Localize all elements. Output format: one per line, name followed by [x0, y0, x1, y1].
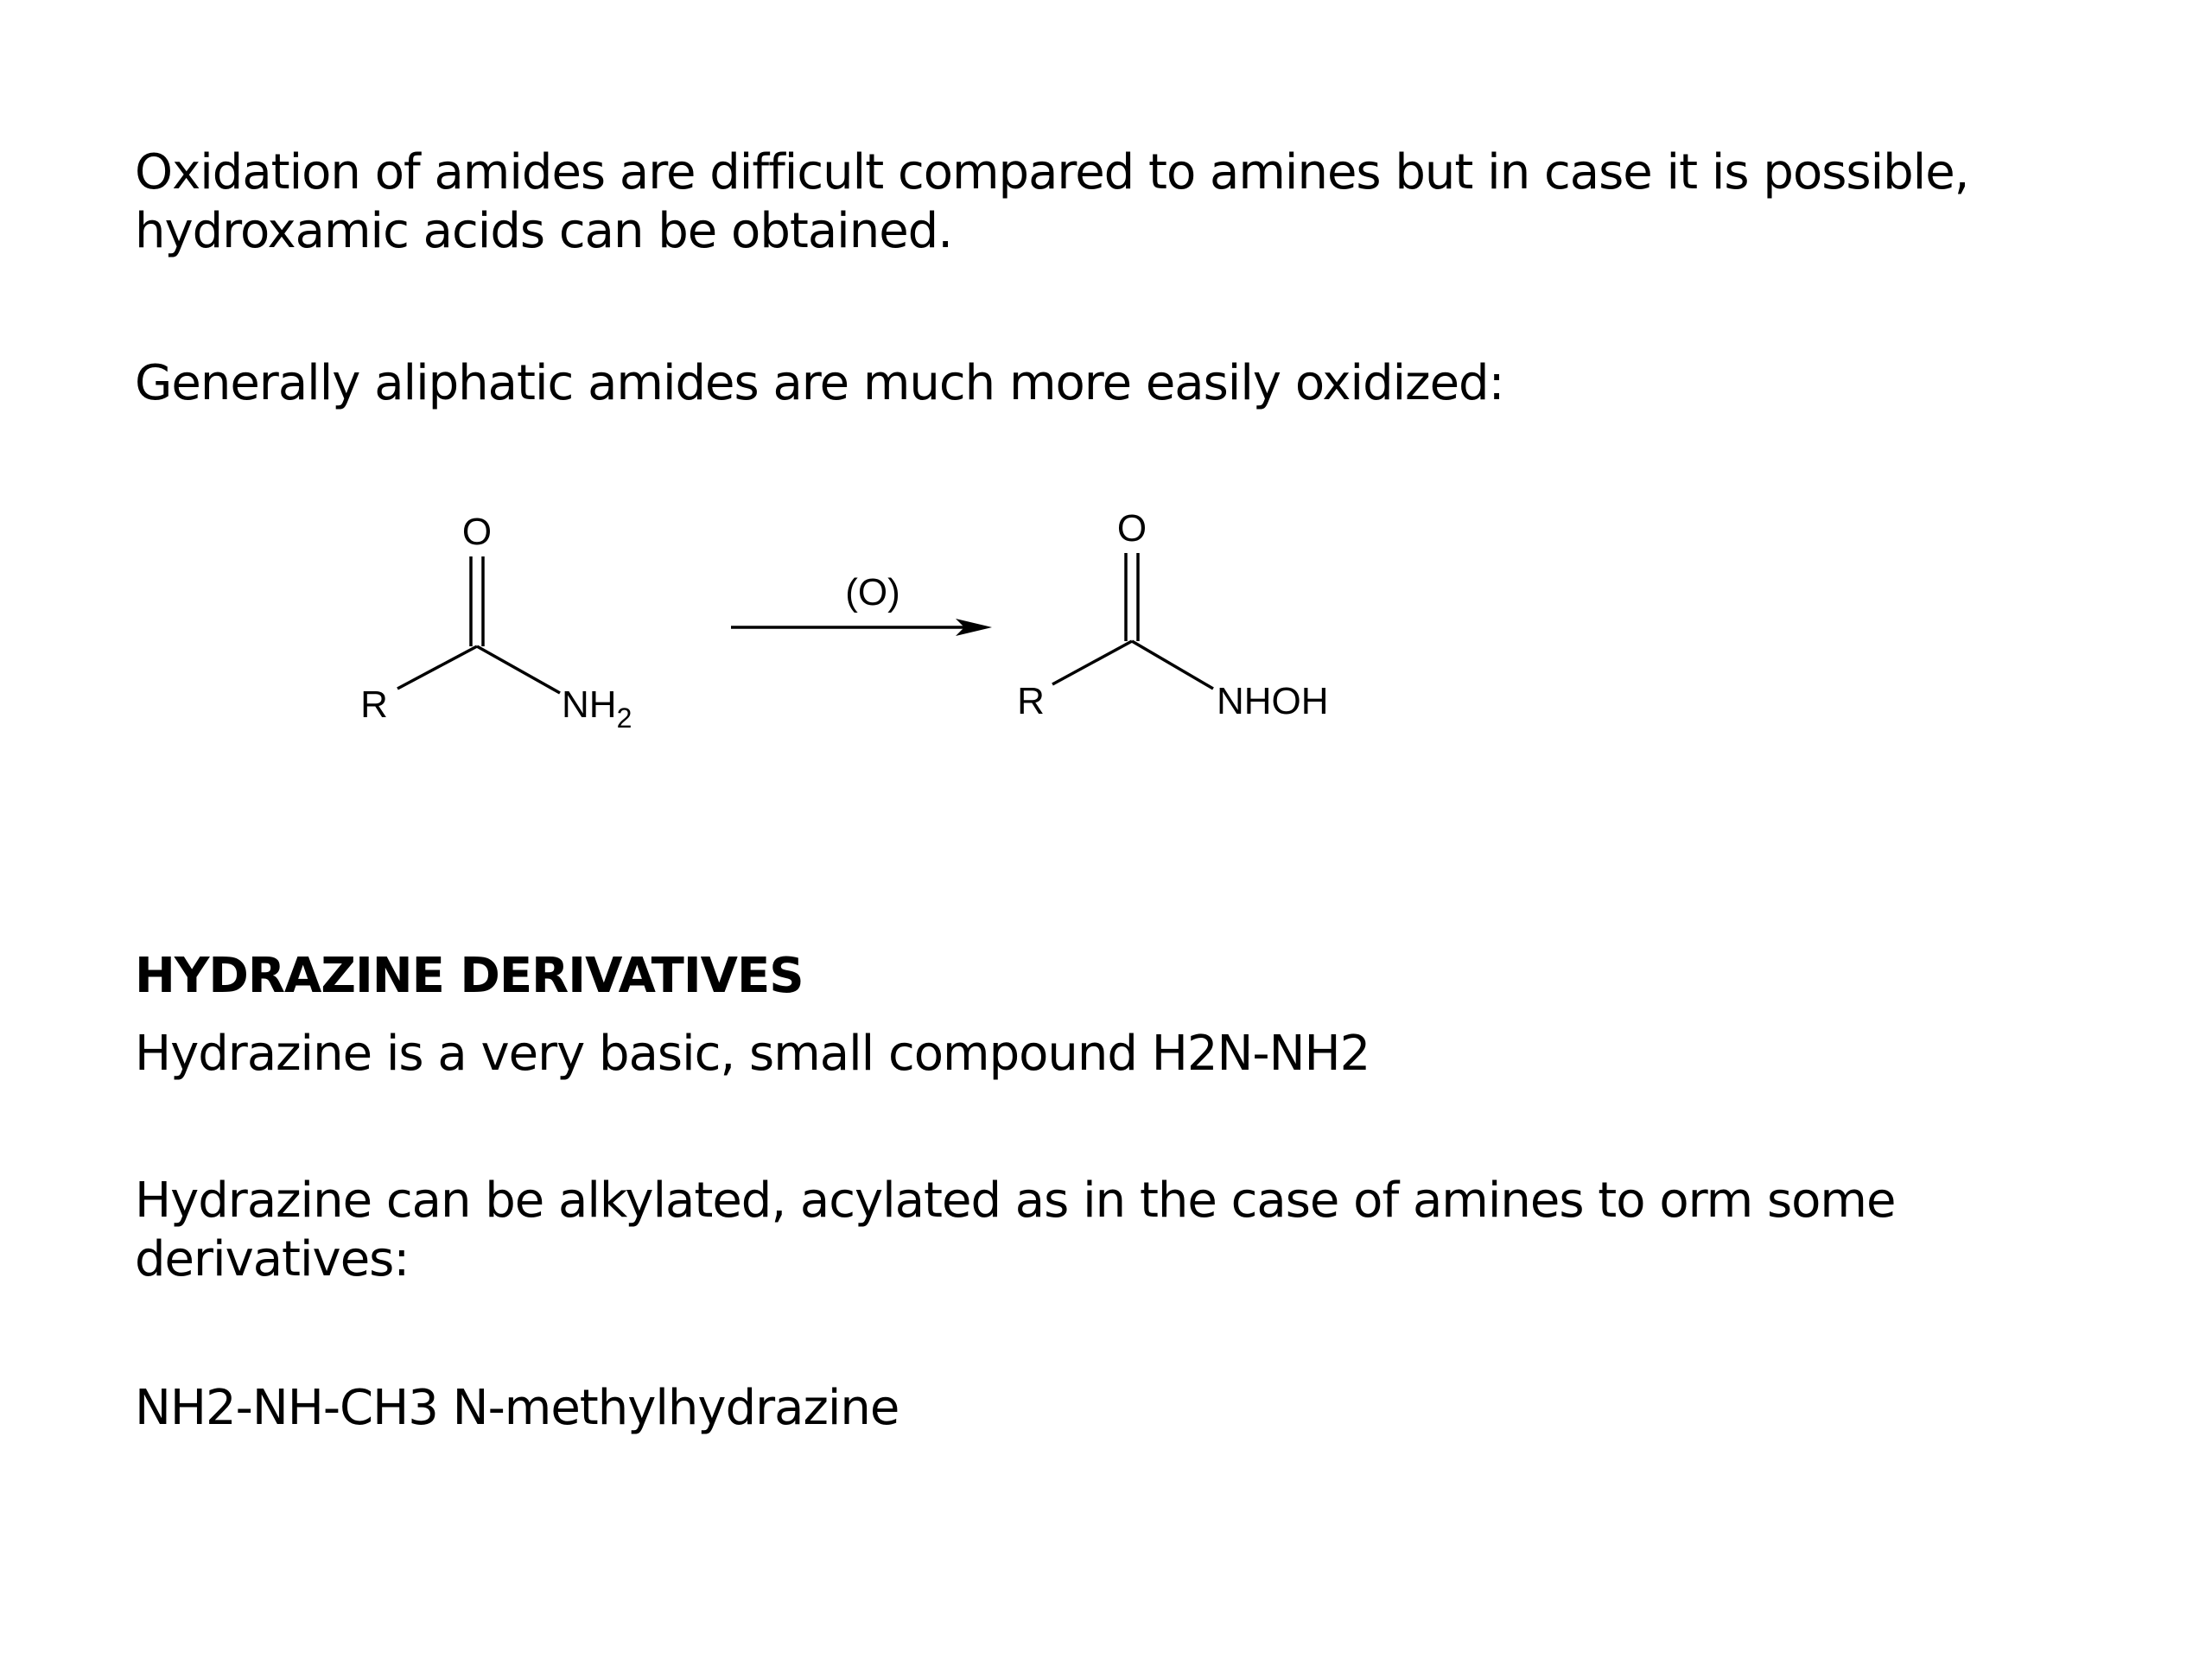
paragraph-aliphatic-amides: Generally aliphatic amides are much more easily oxidized:: [135, 355, 1504, 411]
reactant-bond-r: [397, 646, 477, 689]
paragraph-line: derivatives:: [135, 1231, 410, 1287]
reactant-subscript-2: 2: [616, 702, 632, 734]
paragraph-methylhydrazine: NH2-NH-CH3 N-methylhydrazine: [135, 1380, 899, 1436]
paragraph-hydrazine-derivatives: [135, 1172, 1895, 1289]
paragraph-line: Oxidation of amides are difficult compared to amines but in case it is possible,: [135, 144, 1969, 200]
paragraph-line: hydroxamic acids can be obtained.: [135, 203, 952, 259]
product-nhoh-label: NHOH: [1217, 680, 1329, 722]
product-bond-n: [1132, 641, 1213, 689]
reagent-label: (O): [845, 571, 900, 613]
product-bond-r: [1052, 641, 1132, 684]
product-oxygen-label: O: [1116, 507, 1147, 550]
paragraph-line: Hydrazine can be alkylated, acylated as in the case of amines to orm some: [135, 1173, 1896, 1229]
section-heading: HYDRAZINE DERIVATIVES: [135, 948, 804, 1004]
reactant-oxygen-label: O: [461, 511, 493, 553]
reactant-r-label: R: [360, 683, 388, 726]
paragraph-hydrazine-basic: Hydrazine is a very basic, small compound H2N-NH2: [135, 1026, 1370, 1082]
product-hydroxamic-acid: [1017, 507, 1328, 722]
reactant-amide: [360, 511, 632, 734]
product-r-label: R: [1017, 680, 1045, 722]
reactant-nh2-label: [562, 683, 632, 734]
reactant-nh-text: NH: [562, 683, 617, 726]
reaction-arrow: [731, 571, 992, 636]
reactant-bond-n: [477, 646, 560, 693]
